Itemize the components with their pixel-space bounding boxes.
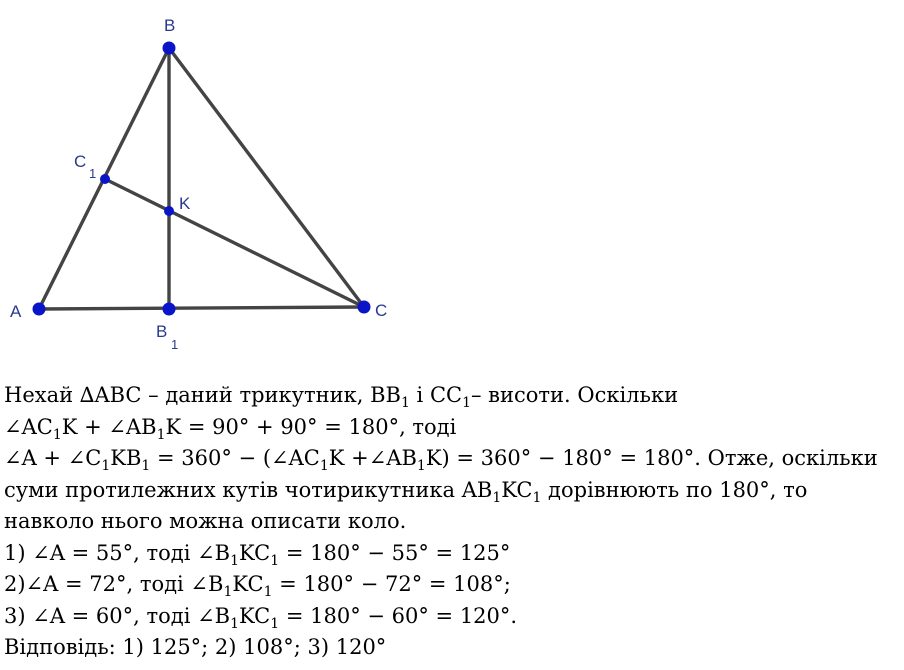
text-run: 2)∠A = 72°, тоді ∠B xyxy=(4,572,224,596)
text-run: = 180° − 55° = 125° xyxy=(279,540,511,565)
text-run: ∠AC xyxy=(4,414,53,439)
subscript: 1 xyxy=(263,584,273,600)
label-c: C xyxy=(375,301,388,320)
label-a: A xyxy=(10,302,22,321)
solution-line-5 xyxy=(4,506,904,538)
subscript: 1 xyxy=(416,458,426,474)
subscript: 1 xyxy=(230,552,240,569)
text-run: KC xyxy=(501,477,533,502)
point-a xyxy=(33,303,46,316)
label-c1: C xyxy=(74,152,87,171)
text-run: суми протилежних кутів чотирикутника AB xyxy=(4,477,493,502)
subscript: 1 xyxy=(270,615,280,632)
point-k xyxy=(164,206,174,216)
side-ac xyxy=(39,307,364,309)
triangle-figure xyxy=(0,0,420,360)
subscript: 1 xyxy=(230,615,240,632)
text-run: KC xyxy=(232,572,264,596)
label-b: B xyxy=(164,16,176,35)
text-run: KB xyxy=(110,446,142,470)
text-run: навколо нього можна описати коло. xyxy=(4,509,407,533)
solution-line-7 xyxy=(4,569,904,601)
text-run: KC xyxy=(239,603,271,628)
text-run: KC xyxy=(239,540,271,565)
solution-line-1 xyxy=(4,380,904,412)
text-run: = 180° − 72° = 108°; xyxy=(272,572,511,596)
text-run: K) = 360° − 180° = 180°. Отже, оскільки xyxy=(425,446,878,470)
solution-text xyxy=(4,380,904,664)
point-b xyxy=(163,42,176,55)
text-run: K = 90° + 90° = 180°, тоді xyxy=(165,414,457,439)
subscript: 1 xyxy=(141,458,151,474)
altitude-cc1 xyxy=(105,179,364,307)
solution-line-8 xyxy=(4,601,904,633)
text-run: = 180° − 60° = 120°. xyxy=(279,603,518,628)
side-bc xyxy=(169,48,364,307)
text-run: = 360° − (∠AC xyxy=(150,446,320,470)
point-b1 xyxy=(163,303,176,316)
label-b1-sub: 1 xyxy=(171,337,179,352)
answer-line xyxy=(4,632,904,664)
text-run: K + ∠AB xyxy=(61,414,157,439)
subscript: 1 xyxy=(101,458,111,474)
text-run: ∠A + ∠C xyxy=(4,446,102,470)
solution-line-2 xyxy=(4,412,904,444)
subscript: 1 xyxy=(319,458,329,474)
figure-labels xyxy=(10,16,387,352)
text-run: дорівнюють по 180°, то xyxy=(541,477,808,502)
subscript: 1 xyxy=(52,426,62,443)
solution-line-6 xyxy=(4,538,904,570)
solution-line-4 xyxy=(4,475,904,507)
subscript: 1 xyxy=(223,584,233,600)
point-c xyxy=(358,301,371,314)
solution-line-3 xyxy=(4,443,904,475)
subscript: 1 xyxy=(400,395,410,411)
text-run: Відповідь: 1) 125°; 2) 108°; 3) 120° xyxy=(4,635,387,659)
figure-lines xyxy=(39,48,364,309)
figure-points xyxy=(33,42,371,316)
text-run: 3) ∠A = 60°, тоді ∠B xyxy=(4,603,231,628)
label-k: K xyxy=(179,194,191,213)
subscript: 1 xyxy=(156,426,166,443)
text-run: K +∠AB xyxy=(328,446,417,470)
subscript: 1 xyxy=(462,395,471,411)
subscript: 1 xyxy=(532,489,542,506)
point-c1 xyxy=(100,174,110,184)
subscript: 1 xyxy=(492,489,502,506)
text-run: 1) ∠A = 55°, тоді ∠B xyxy=(4,540,231,565)
text-run: – висоти. Оскільки xyxy=(471,383,679,407)
label-b1: B xyxy=(156,322,168,341)
text-run: Нехай ∆ABC – даний трикутник, BB xyxy=(4,383,401,407)
text-run: і CC xyxy=(409,383,463,407)
subscript: 1 xyxy=(270,552,280,569)
label-c1-sub: 1 xyxy=(89,166,97,181)
